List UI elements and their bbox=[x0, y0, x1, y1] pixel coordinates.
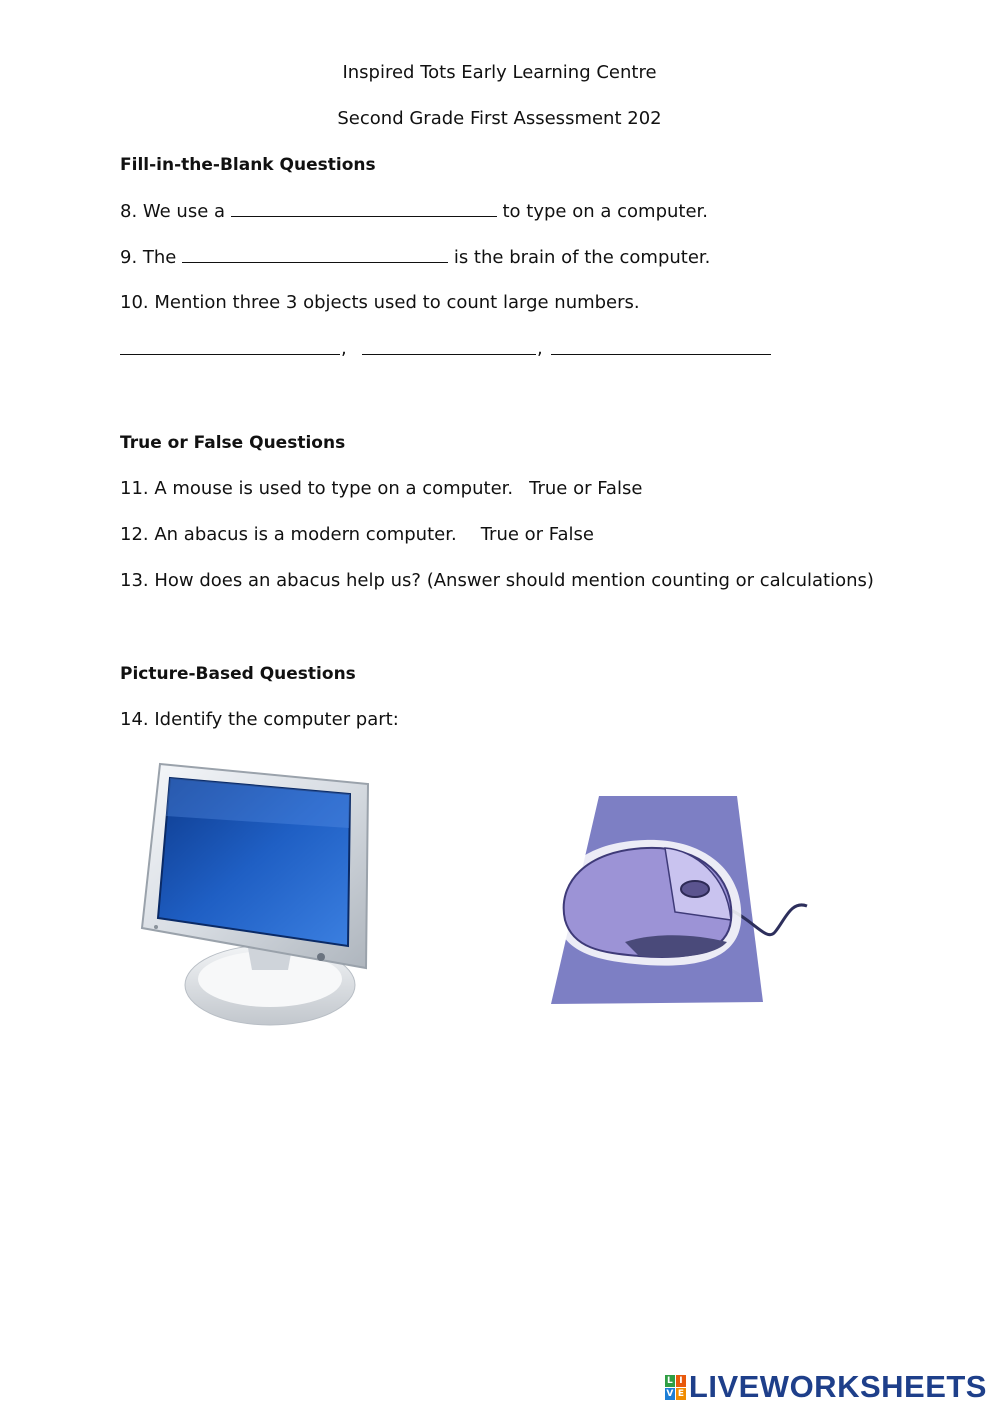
q8-text-before: 8. We use a bbox=[120, 201, 231, 222]
q9-text-after: is the brain of the computer. bbox=[448, 247, 711, 268]
q8-text-after: to type on a computer. bbox=[496, 201, 708, 222]
logo-letter-l: L bbox=[665, 1375, 675, 1387]
q10-answer-blank-2[interactable] bbox=[362, 338, 536, 355]
logo-letter-e: E bbox=[677, 1388, 684, 1399]
q9-text-before: 9. The bbox=[120, 247, 183, 268]
picture-heading: Picture-Based Questions bbox=[120, 664, 356, 684]
liveworksheets-logo-text: LIVEWORKSHEETS bbox=[688, 1369, 987, 1404]
q12-text: 12. An abacus is a modern computer. bbox=[120, 524, 457, 545]
q9-answer-blank[interactable] bbox=[182, 246, 448, 263]
mouse-image bbox=[535, 792, 810, 1032]
assessment-title: Second Grade First Assessment 202 bbox=[337, 108, 662, 129]
question-12 bbox=[120, 524, 594, 545]
question-14: 14. Identify the computer part: bbox=[120, 709, 399, 730]
question-13: 13. How does an abacus help us? (Answer should mention counting or calculations) bbox=[120, 570, 874, 591]
logo-letter-v: V bbox=[666, 1388, 674, 1399]
q10-answer-blank-3[interactable] bbox=[551, 338, 771, 355]
q11-choice[interactable]: True or False bbox=[529, 478, 643, 499]
question-10: 10. Mention three 3 objects used to count large numbers. bbox=[120, 292, 640, 313]
liveworksheets-logo bbox=[665, 1370, 987, 1404]
question-9 bbox=[120, 246, 710, 268]
q10-separator-1: , bbox=[341, 338, 347, 359]
q10-separator-2: , bbox=[537, 338, 543, 359]
liveworksheets-logo-icon bbox=[665, 1375, 686, 1400]
school-name: Inspired Tots Early Learning Centre bbox=[342, 62, 657, 83]
q8-answer-blank[interactable] bbox=[231, 200, 497, 217]
question-11 bbox=[120, 478, 642, 499]
q10-answer-blank-1[interactable] bbox=[120, 338, 340, 355]
q11-text: 11. A mouse is used to type on a computer. bbox=[120, 478, 514, 499]
true-false-heading: True or False Questions bbox=[120, 433, 346, 453]
logo-letter-i: I bbox=[676, 1375, 686, 1387]
monitor-image bbox=[120, 758, 390, 1032]
question-8 bbox=[120, 200, 708, 222]
fill-in-heading: Fill-in-the-Blank Questions bbox=[120, 155, 376, 175]
q12-choice[interactable]: True or False bbox=[480, 524, 594, 545]
